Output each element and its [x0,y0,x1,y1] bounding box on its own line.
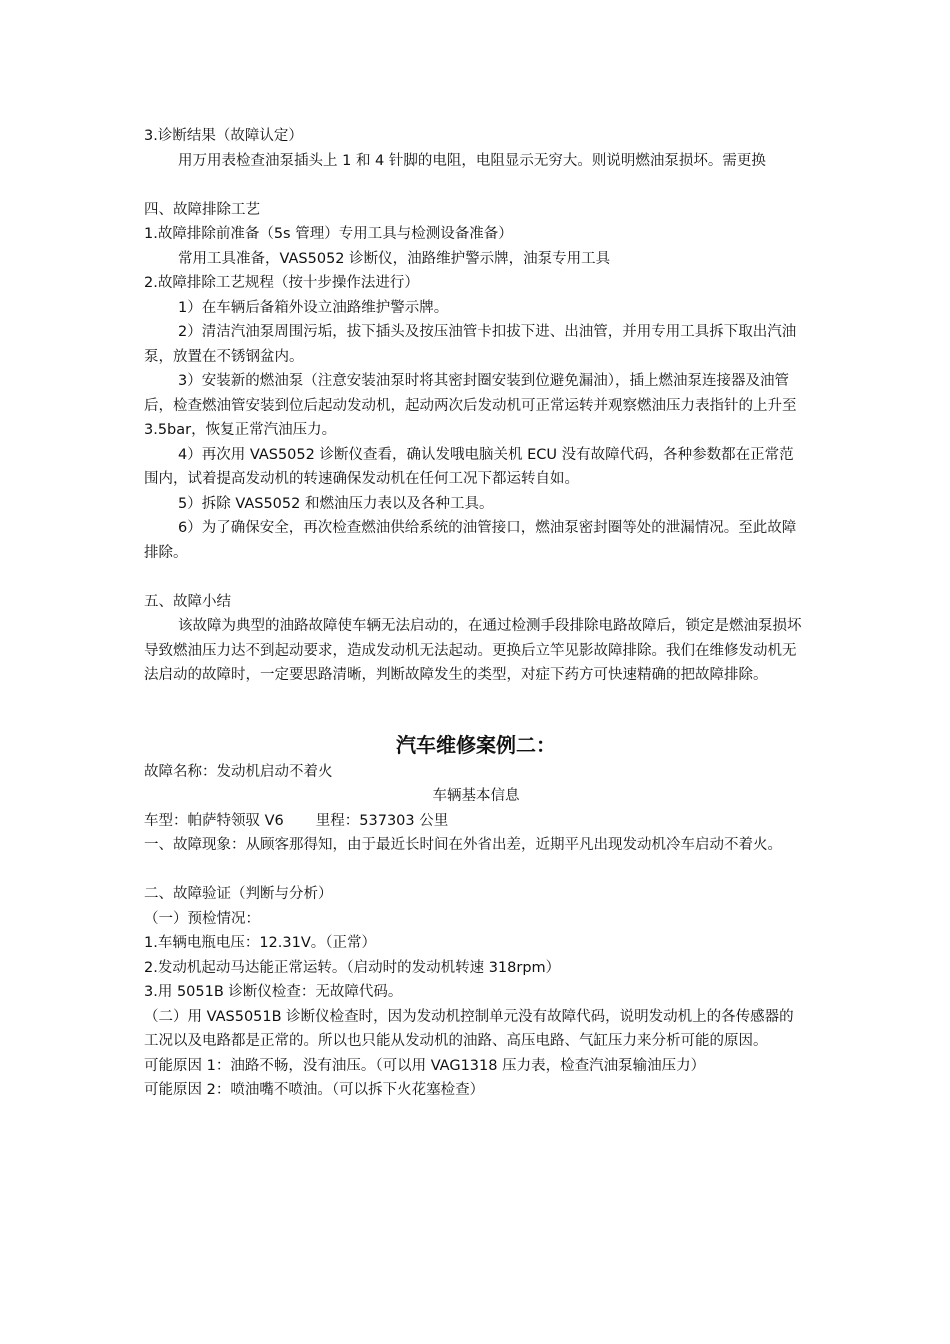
spacer [144,173,808,198]
spacer [144,688,808,730]
spacer [144,858,808,883]
prep-heading: 1.故障排除前准备（5s 管理）专用工具与检测设备准备） [144,226,513,242]
step-1: 1）在车辆后备箱外设立油路维护警示牌。 [178,299,449,316]
precheck-item: 2.发动机起动马达能正常运转。（启动时的发动机转速 318rpm） [144,959,561,976]
step-4: 4）再次用 VAS5052 诊断仪查看，确认发哦电脑关机 ECU 没有故障代码，各种参数都在正常范围内，试着提高发动机的转速确保发动机在任何工况下都运转自如。 [144,446,794,487]
analysis-paragraph: （二）用 VAS5051B 诊断仪检查时，因为发动机控制单元没有故障代码，说明发动机上的各传感器的工况以及电路都是正常的。所以也只能从发动机的油路、高压电路、气缸压力来分析可能的原因。 [144,1008,794,1049]
precheck-heading: （一）预检情况： [144,910,260,927]
diagnosis-body: 用万用表检查油泵插头上 1 和 4 针脚的电阻，电阻显示无穷大。则说明燃油泵损坏。需更换 [178,152,766,169]
step-2: 2）清洁汽油泵周围污垢，拔下插头及按压油管卡扣拔下进、出油管，并用专用工具拆下取出汽油泵，放置在不锈钢盆内。 [144,324,797,365]
step-5: 5）拆除 VAS5052 和燃油压力表以及各种工具。 [178,495,494,512]
spacer [144,565,808,590]
section4-heading: 四、故障排除工艺 [144,201,260,218]
verify-heading: 二、故障验证（判断与分析） [144,886,333,902]
fault-name: 故障名称：发动机启动不着火 [144,763,333,780]
section5-body: 该故障为典型的油路故障使车辆无法启动的，在通过检测手段排除电路故障后，锁定是燃油泵损坏导致燃油压力达不到起动要求，造成发动机无法起动。更换后立竿见影故障排除。我们在维修发动机无法启动的故障时，一定要思路清晰，判断故障发生的类型，对症下药方可快速精确的把故障排除。 [144,618,802,683]
vehicle-mileage: 里程：537303 公里 [315,812,449,829]
step-3: 3）安装新的燃油泵（注意安装油泵时将其密封圈安装到位避免漏油），插上燃油泵连接器及油管后，检查燃油管安装到位后起动发动机，起动两次后发动机可正常运转并观察燃油压力表指针的上升至 3.5bar，恢复正常汽油压力。 [144,373,797,438]
possible-cause: 可能原因 1：油路不畅，没有油压。（可以用 VAG1318 压力表，检查汽油泵输油压力） [144,1057,706,1074]
section5-heading: 五、故障小结 [144,593,231,610]
step-6: 6）为了确保安全，再次检查燃油供给系统的油管接口，燃油泵密封圈等处的泄漏情况。至此故障排除。 [144,520,797,561]
fault-phenomenon: 一、故障现象：从顾客那得知，由于最近长时间在外省出差，近期平凡出现发动机冷车启动不着火。 [144,837,782,853]
procedure-heading: 2.故障排除工艺规程（按十步操作法进行） [144,275,419,291]
precheck-item: 3.用 5051B 诊断仪检查：无故障代码。 [144,984,403,1000]
precheck-item: 1.车辆电瓶电压：12.31V。（正常） [144,935,377,951]
case2-title: 汽车维修案例二： [396,732,556,757]
vehicle-model-line [144,809,808,834]
diagnosis-heading: 3.诊断结果（故障认定） [144,128,303,144]
vehicle-model: 车型：帕萨特领驭 V6 [144,812,284,829]
prep-body: 常用工具准备，VAS5052 诊断仪，油路维护警示牌，油泵专用工具 [178,250,611,267]
vehicle-info-heading: 车辆基本信息 [432,788,520,804]
possible-cause: 可能原因 2：喷油嘴不喷油。（可以拆下火花塞检查） [144,1082,485,1098]
